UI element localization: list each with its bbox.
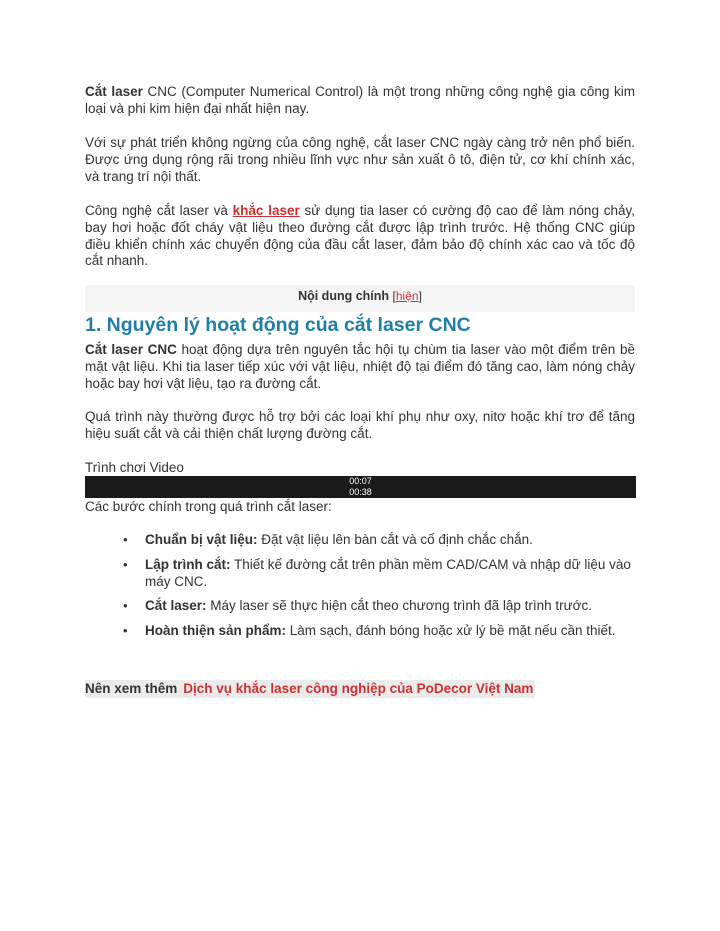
video-player-label: Trình chơi Video (85, 460, 184, 475)
toc-bracket-close: ] (418, 289, 422, 303)
section-paragraph-2: Quá trình này thường được hỗ trợ bởi các loại khí phụ như oxy, nitơ hoặc khí trơ để tăng hiệu suất cắt và cải thiện chất lượng đường cắt. (85, 409, 635, 441)
intro-paragraph-1 (85, 84, 635, 118)
step-title: Lập trình cắt: (145, 556, 231, 572)
intro-text-1: CNC (Computer Numerical Control) là một trong những công nghệ gia công kim loại và phi kim hiện đại nhất hiện nay. (85, 84, 635, 116)
step-text: Làm sạch, đánh bóng hoặc xử lý bề mặt nếu cần thiết. (286, 623, 616, 639)
bullet-icon: • (123, 532, 128, 547)
list-item (111, 557, 633, 591)
video-duration[interactable]: 00:38 (85, 487, 636, 498)
intro-bold-term: Cắt laser (85, 84, 143, 99)
see-also-link[interactable]: Dịch vụ khắc laser công nghiệp của PoDecor Việt Nam (183, 681, 534, 696)
toc-toggle-link[interactable]: hiện (395, 289, 419, 303)
intro-paragraph-3 (85, 203, 635, 270)
bullet-icon: • (123, 623, 128, 639)
intro-text-3b: sử dụng tia laser có cường độ cao để làm nóng chảy, bay hơi hoặc đốt cháy vật liệu theo đường cắt được lập trình trước. Hệ thống CNC giúp điều khiển chính xác chuyển động của đầu cắt laser, đảm bảo độ chính xác cao và tốc độ cắt nhanh. (85, 203, 635, 269)
engraving-laser-link[interactable]: khắc laser (232, 203, 300, 218)
see-also-box (85, 680, 535, 698)
toc-title: Nội dung chính (298, 289, 390, 303)
step-title: Chuẩn bị vật liệu: (145, 532, 258, 547)
step-text: Đặt vật liệu lên bàn cắt và cố định chắc chắn. (257, 532, 533, 547)
section-bold-term: Cắt laser CNC (85, 342, 177, 357)
list-item (111, 532, 633, 549)
bullet-icon: • (123, 556, 128, 572)
intro-paragraph-2: Với sự phát triển không ngừng của công nghệ, cắt laser CNC ngày càng trở nên phổ biến. Được ứng dụng rộng rãi trong nhiều lĩnh vực như sản xuất ô tô, điện tử, cơ khí chính xác, và trang trí nội thất. (85, 135, 635, 184)
list-item (111, 623, 633, 640)
step-text: Máy laser sẽ thực hiện cắt theo chương trình đã lập trình trước. (206, 598, 593, 614)
step-title: Hoàn thiện sản phẩm: (145, 623, 287, 639)
list-item (111, 598, 633, 615)
video-current-time[interactable]: 00:07 (85, 476, 636, 487)
section-paragraph-1 (85, 342, 635, 392)
intro-text-3a: Công nghệ cắt laser và (85, 203, 233, 218)
steps-list (111, 532, 633, 648)
step-text: Thiết kế đường cắt trên phần mềm CAD/CAM và nhập dữ liệu vào máy CNC. (145, 556, 631, 589)
see-also-label: Nên xem thêm (85, 681, 178, 696)
steps-intro: Các bước chính trong quá trình cắt laser: (85, 499, 332, 514)
section-text-1: hoạt động dựa trên nguyên tắc hội tụ chùm tia laser vào một điểm trên bề mặt vật liệu. Khi tia laser tiếp xúc với vật liệu, nhiệt độ tại điểm đó tăng cao, làm nóng chảy hoặc bay hơi vật liệu, tạo ra đường cắt. (85, 342, 635, 391)
section-heading: 1. Nguyên lý hoạt động của cắt laser CNC (85, 314, 471, 336)
table-of-contents (85, 285, 635, 312)
step-title: Cắt laser: (145, 598, 207, 614)
bullet-icon: • (123, 598, 128, 614)
toc-bracket-open: [ (392, 289, 396, 303)
